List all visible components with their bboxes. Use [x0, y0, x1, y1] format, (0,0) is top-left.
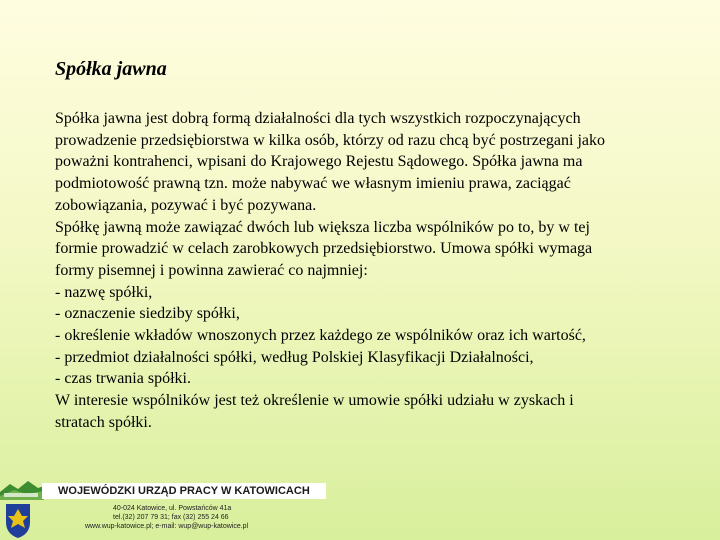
footer — [0, 478, 330, 540]
body-line: poważni kontrahenci, wpisani do Krajowego Rejestu Sądowego. Spółka jawna ma — [55, 153, 583, 171]
body-line: - przedmiot działalności spółki, według Polskiej Klasyfikacji Działalności, — [55, 348, 534, 366]
regional-emblem-icon — [0, 478, 44, 540]
body-line: prowadzenie przedsiębiorstwa w kilka osób, którzy od razu chcą być postrzegani jako — [55, 131, 606, 149]
organization-web: www.wup-katowice.pl; e-mail: wup@wup-katowice.pl — [85, 523, 249, 530]
organization-name: WOJEWÓDZKI URZĄD PRACY W KATOWICACH — [58, 485, 310, 497]
slide-title: Spółka jawna — [55, 58, 167, 80]
body-line: stratach spółki. — [55, 413, 152, 431]
body-line: podmiotowość prawną tzn. może nabywać we własnym imieniu prawa, zaciągać — [55, 175, 571, 193]
body-line: - nazwę spółki, — [55, 283, 153, 301]
body-line: - czas trwania spółki. — [55, 370, 191, 388]
body-line: - oznaczenie siedziby spółki, — [55, 305, 240, 323]
body-line: W interesie wspólników jest też określenie w umowie spółki udziału w zyskach i — [55, 392, 574, 410]
body-line: formie prowadzić w celach zarobkowych przedsiębiorstwo. Umowa spółki wymaga — [55, 240, 593, 258]
organization-phone: tel.(32) 207 79 31; fax (32) 255 24 66 — [113, 514, 229, 521]
slide-body — [55, 108, 695, 434]
body-line: - określenie wkładów wnoszonych przez każdego ze wspólników oraz ich wartość, — [55, 327, 586, 345]
body-line: zobowiązania, pozywać i być pozywana. — [55, 196, 317, 214]
organization-address: 40-024 Katowice, ul. Powstańców 41a — [113, 505, 232, 512]
body-line: Spółkę jawną może zawiązać dwóch lub większa liczba wspólników po to, by w tej — [55, 218, 590, 236]
body-line: formy pisemnej i powinna zawierać co najmniej: — [55, 261, 368, 279]
body-line: Spółka jawna jest dobrą formą działalności dla tych wszystkich rozpoczynających — [55, 110, 581, 127]
